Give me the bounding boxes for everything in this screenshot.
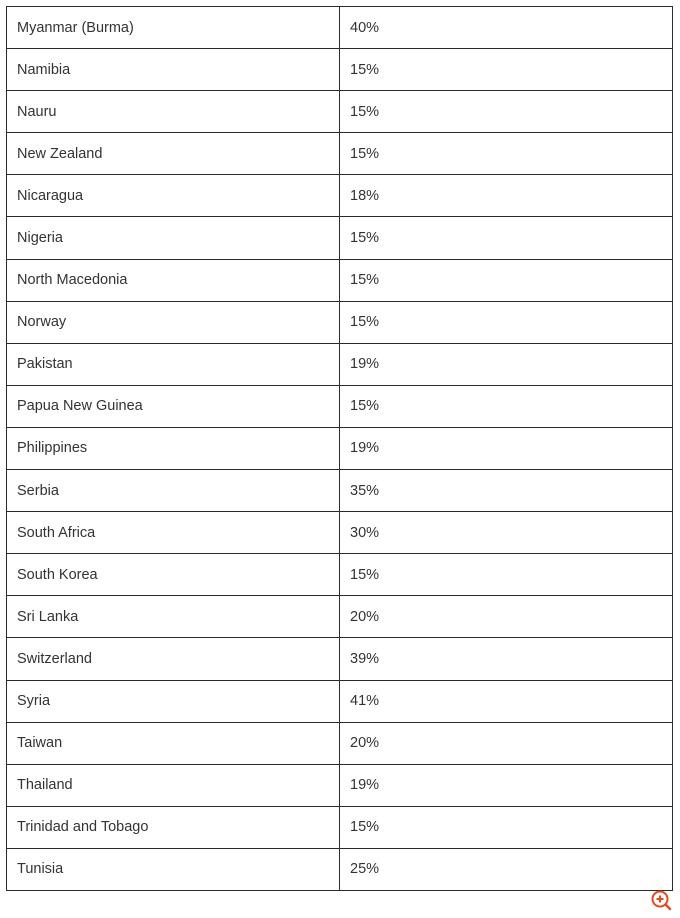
- country-cell: Tunisia: [7, 848, 340, 890]
- country-cell: Nauru: [7, 91, 340, 133]
- rate-cell: 15%: [340, 806, 673, 848]
- table-row: [7, 175, 673, 217]
- rate-cell: 20%: [340, 596, 673, 638]
- country-cell: South Africa: [7, 512, 340, 554]
- country-cell: Taiwan: [7, 722, 340, 764]
- rate-cell: 19%: [340, 427, 673, 469]
- table-row: [7, 638, 673, 680]
- table-row: [7, 722, 673, 764]
- country-cell: New Zealand: [7, 133, 340, 175]
- rate-cell: 15%: [340, 301, 673, 343]
- rate-cell: 40%: [340, 7, 673, 49]
- table-row: [7, 343, 673, 385]
- tariff-table-container: [6, 6, 672, 891]
- country-cell: Switzerland: [7, 638, 340, 680]
- table-row: [7, 470, 673, 512]
- table-row: [7, 133, 673, 175]
- tariff-table: [6, 6, 673, 891]
- table-row: [7, 806, 673, 848]
- rate-cell: 35%: [340, 470, 673, 512]
- rate-cell: 15%: [340, 49, 673, 91]
- rate-cell: 15%: [340, 217, 673, 259]
- rate-cell: 15%: [340, 385, 673, 427]
- country-cell: Pakistan: [7, 343, 340, 385]
- country-cell: Trinidad and Tobago: [7, 806, 340, 848]
- rate-cell: 39%: [340, 638, 673, 680]
- table-body: [7, 7, 673, 891]
- table-row: [7, 427, 673, 469]
- table-row: [7, 49, 673, 91]
- table-row: [7, 301, 673, 343]
- country-cell: Thailand: [7, 764, 340, 806]
- country-cell: Philippines: [7, 427, 340, 469]
- table-row: [7, 680, 673, 722]
- rate-cell: 20%: [340, 722, 673, 764]
- country-cell: North Macedonia: [7, 259, 340, 301]
- country-cell: Sri Lanka: [7, 596, 340, 638]
- rate-cell: 19%: [340, 764, 673, 806]
- rate-cell: 15%: [340, 554, 673, 596]
- table-row: [7, 512, 673, 554]
- table-row: [7, 217, 673, 259]
- rate-cell: 30%: [340, 512, 673, 554]
- zoom-in-icon[interactable]: [650, 889, 672, 911]
- rate-cell: 25%: [340, 848, 673, 890]
- country-cell: Syria: [7, 680, 340, 722]
- rate-cell: 15%: [340, 91, 673, 133]
- rate-cell: 15%: [340, 259, 673, 301]
- rate-cell: 15%: [340, 133, 673, 175]
- table-row: [7, 259, 673, 301]
- country-cell: Papua New Guinea: [7, 385, 340, 427]
- table-row: [7, 848, 673, 890]
- table-row: [7, 554, 673, 596]
- table-row: [7, 91, 673, 133]
- rate-cell: 19%: [340, 343, 673, 385]
- table-row: [7, 7, 673, 49]
- table-row: [7, 764, 673, 806]
- rate-cell: 18%: [340, 175, 673, 217]
- country-cell: Nicaragua: [7, 175, 340, 217]
- rate-cell: 41%: [340, 680, 673, 722]
- table-row: [7, 385, 673, 427]
- country-cell: South Korea: [7, 554, 340, 596]
- table-row: [7, 596, 673, 638]
- country-cell: Serbia: [7, 470, 340, 512]
- country-cell: Myanmar (Burma): [7, 7, 340, 49]
- country-cell: Norway: [7, 301, 340, 343]
- country-cell: Nigeria: [7, 217, 340, 259]
- country-cell: Namibia: [7, 49, 340, 91]
